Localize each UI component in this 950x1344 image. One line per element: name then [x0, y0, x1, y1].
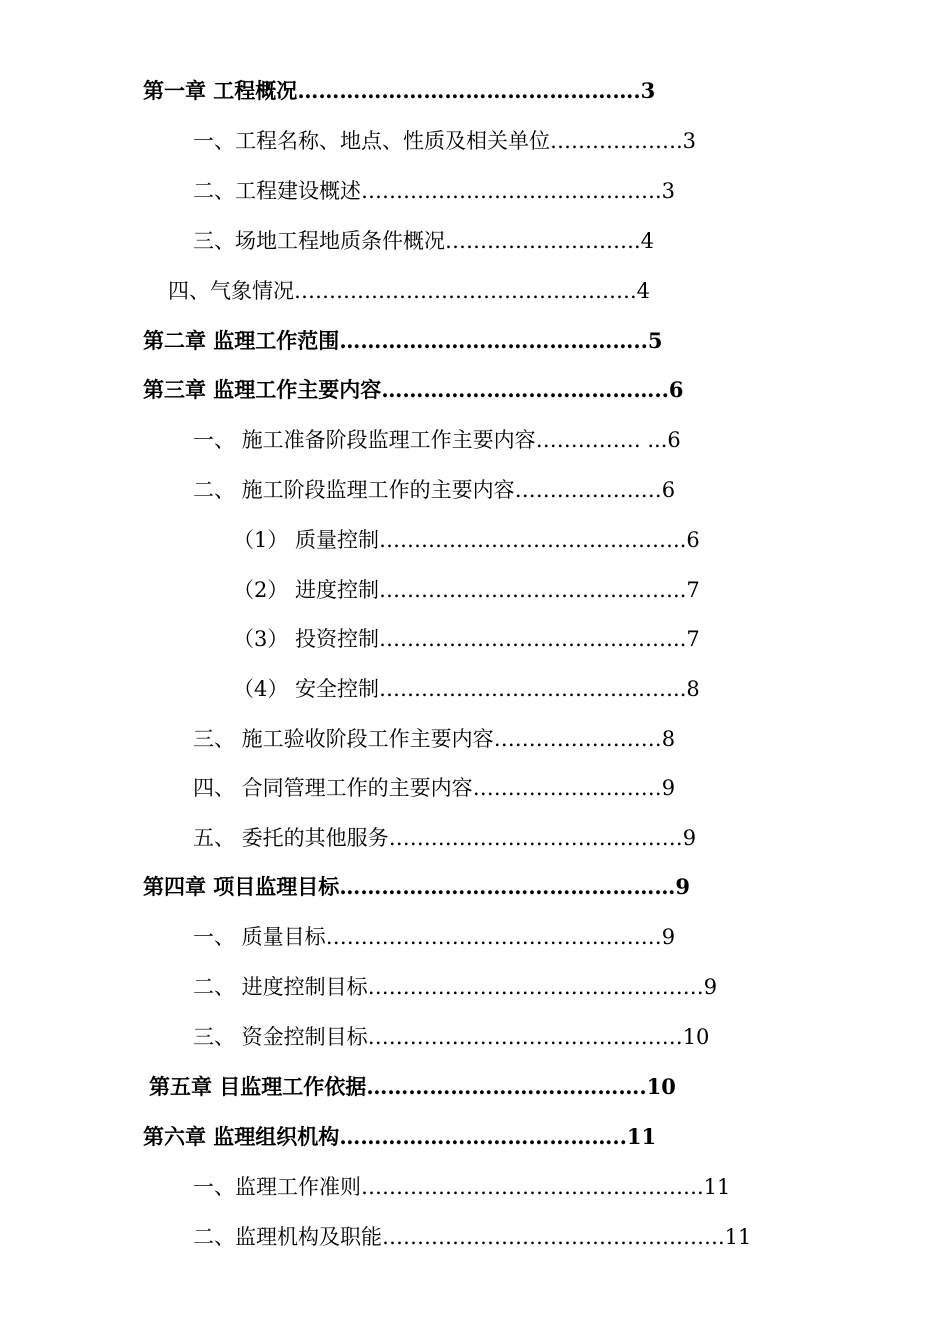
toc-entry-leader: ………………………………………… [325, 925, 662, 949]
toc-entry-leader: ……………………… [445, 229, 634, 253]
toc-entry-subsection-3-2-4 [233, 672, 700, 706]
toc-entry-leader: ………………………………………… [367, 975, 704, 999]
toc-entry-leader: ………………………………………… [294, 279, 630, 303]
toc-entry-leader: ………………………………………… [339, 874, 676, 899]
toc-entry-title: 二、 进度控制目标 [193, 975, 368, 999]
toc-entry-section-1-1 [193, 124, 696, 158]
toc-entry-section-3-5 [193, 821, 696, 855]
toc-entry-section-6-2 [193, 1220, 751, 1254]
toc-entry-leader: …………………………………… [379, 677, 674, 701]
toc-entry-title: 第四章 项目监理目标 [143, 874, 340, 899]
toc-entry-page: ..6 [673, 528, 700, 552]
toc-entry-page: …..5 [612, 328, 663, 353]
toc-entry-page: .3 [633, 78, 656, 103]
toc-entry-title: 三、 资金控制目标 [193, 1025, 368, 1049]
toc-entry-leader: ……………… [550, 129, 676, 153]
toc-entry-title: 一、 施工准备阶段监理工作主要内容 [193, 428, 536, 452]
toc-entry-section-3-1 [193, 423, 681, 457]
toc-entry-leader: …………………………………… [361, 179, 655, 203]
toc-entry-section-4-3 [193, 1020, 709, 1054]
toc-entry-title: 第一章 工程概况 [143, 78, 298, 103]
toc-entry-leader: ………………………………… [339, 1124, 613, 1149]
toc-entry-section-1-4 [168, 274, 650, 308]
toc-entry-leader: ……………………………………… [367, 1025, 683, 1049]
toc-entry-page: 9 [661, 925, 676, 949]
toc-entry-section-3-2 [193, 473, 675, 507]
toc-entry-title: 四、 合同管理工作的主要内容 [193, 776, 473, 800]
toc-entry-title: 二、监理机构及职能 [193, 1225, 382, 1249]
toc-entry-chapter-4 [143, 870, 690, 904]
toc-entry-chapter-5 [149, 1070, 676, 1104]
toc-entry-leader: ……………………… [472, 776, 662, 800]
toc-entry-page: .4 [630, 279, 651, 303]
toc-entry-title: 三、 施工验收阶段工作主要内容 [193, 727, 494, 751]
toc-entry-page: ..6 [654, 377, 684, 402]
toc-entry-page: 8 [661, 727, 676, 751]
toc-entry-leader: ………………………………………… [382, 1225, 718, 1249]
toc-entry-page: 9 [682, 826, 697, 850]
toc-entry-leader: ………………………………………… [361, 1175, 697, 1199]
toc-entry-page: 9 [675, 874, 690, 899]
toc-entry-title: 二、 施工阶段监理工作的主要内容 [193, 478, 515, 502]
toc-entry-leader: …………… [535, 428, 641, 452]
toc-entry-title: 第五章 目监理工作依据 [149, 1074, 367, 1099]
toc-entry-page: 9 [703, 975, 718, 999]
toc-entry-section-3-4 [193, 771, 675, 805]
toc-entry-title: 一、监理工作准则 [193, 1175, 361, 1199]
toc-entry-leader: …………………………………… [379, 578, 674, 602]
toc-entry-page: ..8 [673, 677, 700, 701]
toc-entry-chapter-6 [143, 1120, 656, 1154]
toc-entry-leader: ………………………………… [381, 377, 655, 402]
toc-entry-page: ..7 [673, 578, 700, 602]
toc-entry-leader: ………………… [514, 478, 662, 502]
toc-entry-title: （3） 投资控制 [233, 627, 380, 651]
toc-entry-subsection-3-2-3 [233, 622, 700, 656]
toc-entry-title: 五、 委托的其他服务 [193, 826, 389, 850]
toc-entry-page: 10 [682, 1025, 710, 1049]
toc-entry-page: ..11 [612, 1124, 657, 1149]
toc-entry-page: .11 [718, 1225, 752, 1249]
toc-entry-page: ...6 [640, 428, 681, 452]
toc-entry-title: 第六章 监理组织机构 [143, 1124, 340, 1149]
toc-entry-leader: …………………………………… [388, 826, 683, 850]
toc-entry-subsection-3-2-2 [233, 573, 700, 607]
toc-entry-section-3-3 [193, 722, 675, 756]
toc-entry-chapter-3 [143, 373, 684, 407]
toc-entry-page: .3 [676, 129, 697, 153]
toc-entry-section-4-1 [193, 920, 675, 954]
toc-entry-title: 四、气象情况 [168, 279, 294, 303]
toc-entry-page: .11 [697, 1175, 731, 1199]
toc-entry-page: ..7 [673, 627, 700, 651]
toc-entry-chapter-2 [143, 324, 663, 358]
toc-entry-title: 二、工程建设概述 [193, 179, 361, 203]
toc-entry-page: 6 [661, 478, 676, 502]
toc-entry-title: 一、工程名称、地点、性质及相关单位 [193, 129, 550, 153]
toc-entry-page: .3 [655, 179, 676, 203]
toc-entry-page: .10 [639, 1074, 676, 1099]
toc-entry-section-1-3 [193, 224, 654, 258]
toc-entry-title: （4） 安全控制 [233, 677, 380, 701]
toc-entry-title: （2） 进度控制 [233, 578, 380, 602]
toc-entry-title: 一、 质量目标 [193, 925, 326, 949]
toc-entry-leader: …………………… [493, 727, 662, 751]
toc-entry-leader: ………………………………… [339, 328, 613, 353]
toc-entry-page: .4 [634, 229, 655, 253]
toc-entry-title: 第二章 监理工作范围 [143, 328, 340, 353]
toc-entry-leader: …………………………………… [379, 528, 674, 552]
toc-entry-leader: …………………………………… [379, 627, 674, 651]
toc-entry-section-4-2 [193, 970, 717, 1004]
toc-entry-title: 第三章 监理工作主要内容 [143, 377, 382, 402]
toc-entry-section-1-2 [193, 174, 675, 208]
toc-entry-title: （1） 质量控制 [233, 528, 380, 552]
toc-entry-leader: ………………………………………… [297, 78, 634, 103]
toc-entry-chapter-1 [143, 74, 655, 108]
toc-entry-leader: ………………………………… [366, 1074, 640, 1099]
toc-entry-page: 9 [661, 776, 676, 800]
toc-entry-title: 三、场地工程地质条件概况 [193, 229, 445, 253]
toc-entry-section-6-1 [193, 1170, 730, 1204]
toc-entry-subsection-3-2-1 [233, 523, 700, 557]
